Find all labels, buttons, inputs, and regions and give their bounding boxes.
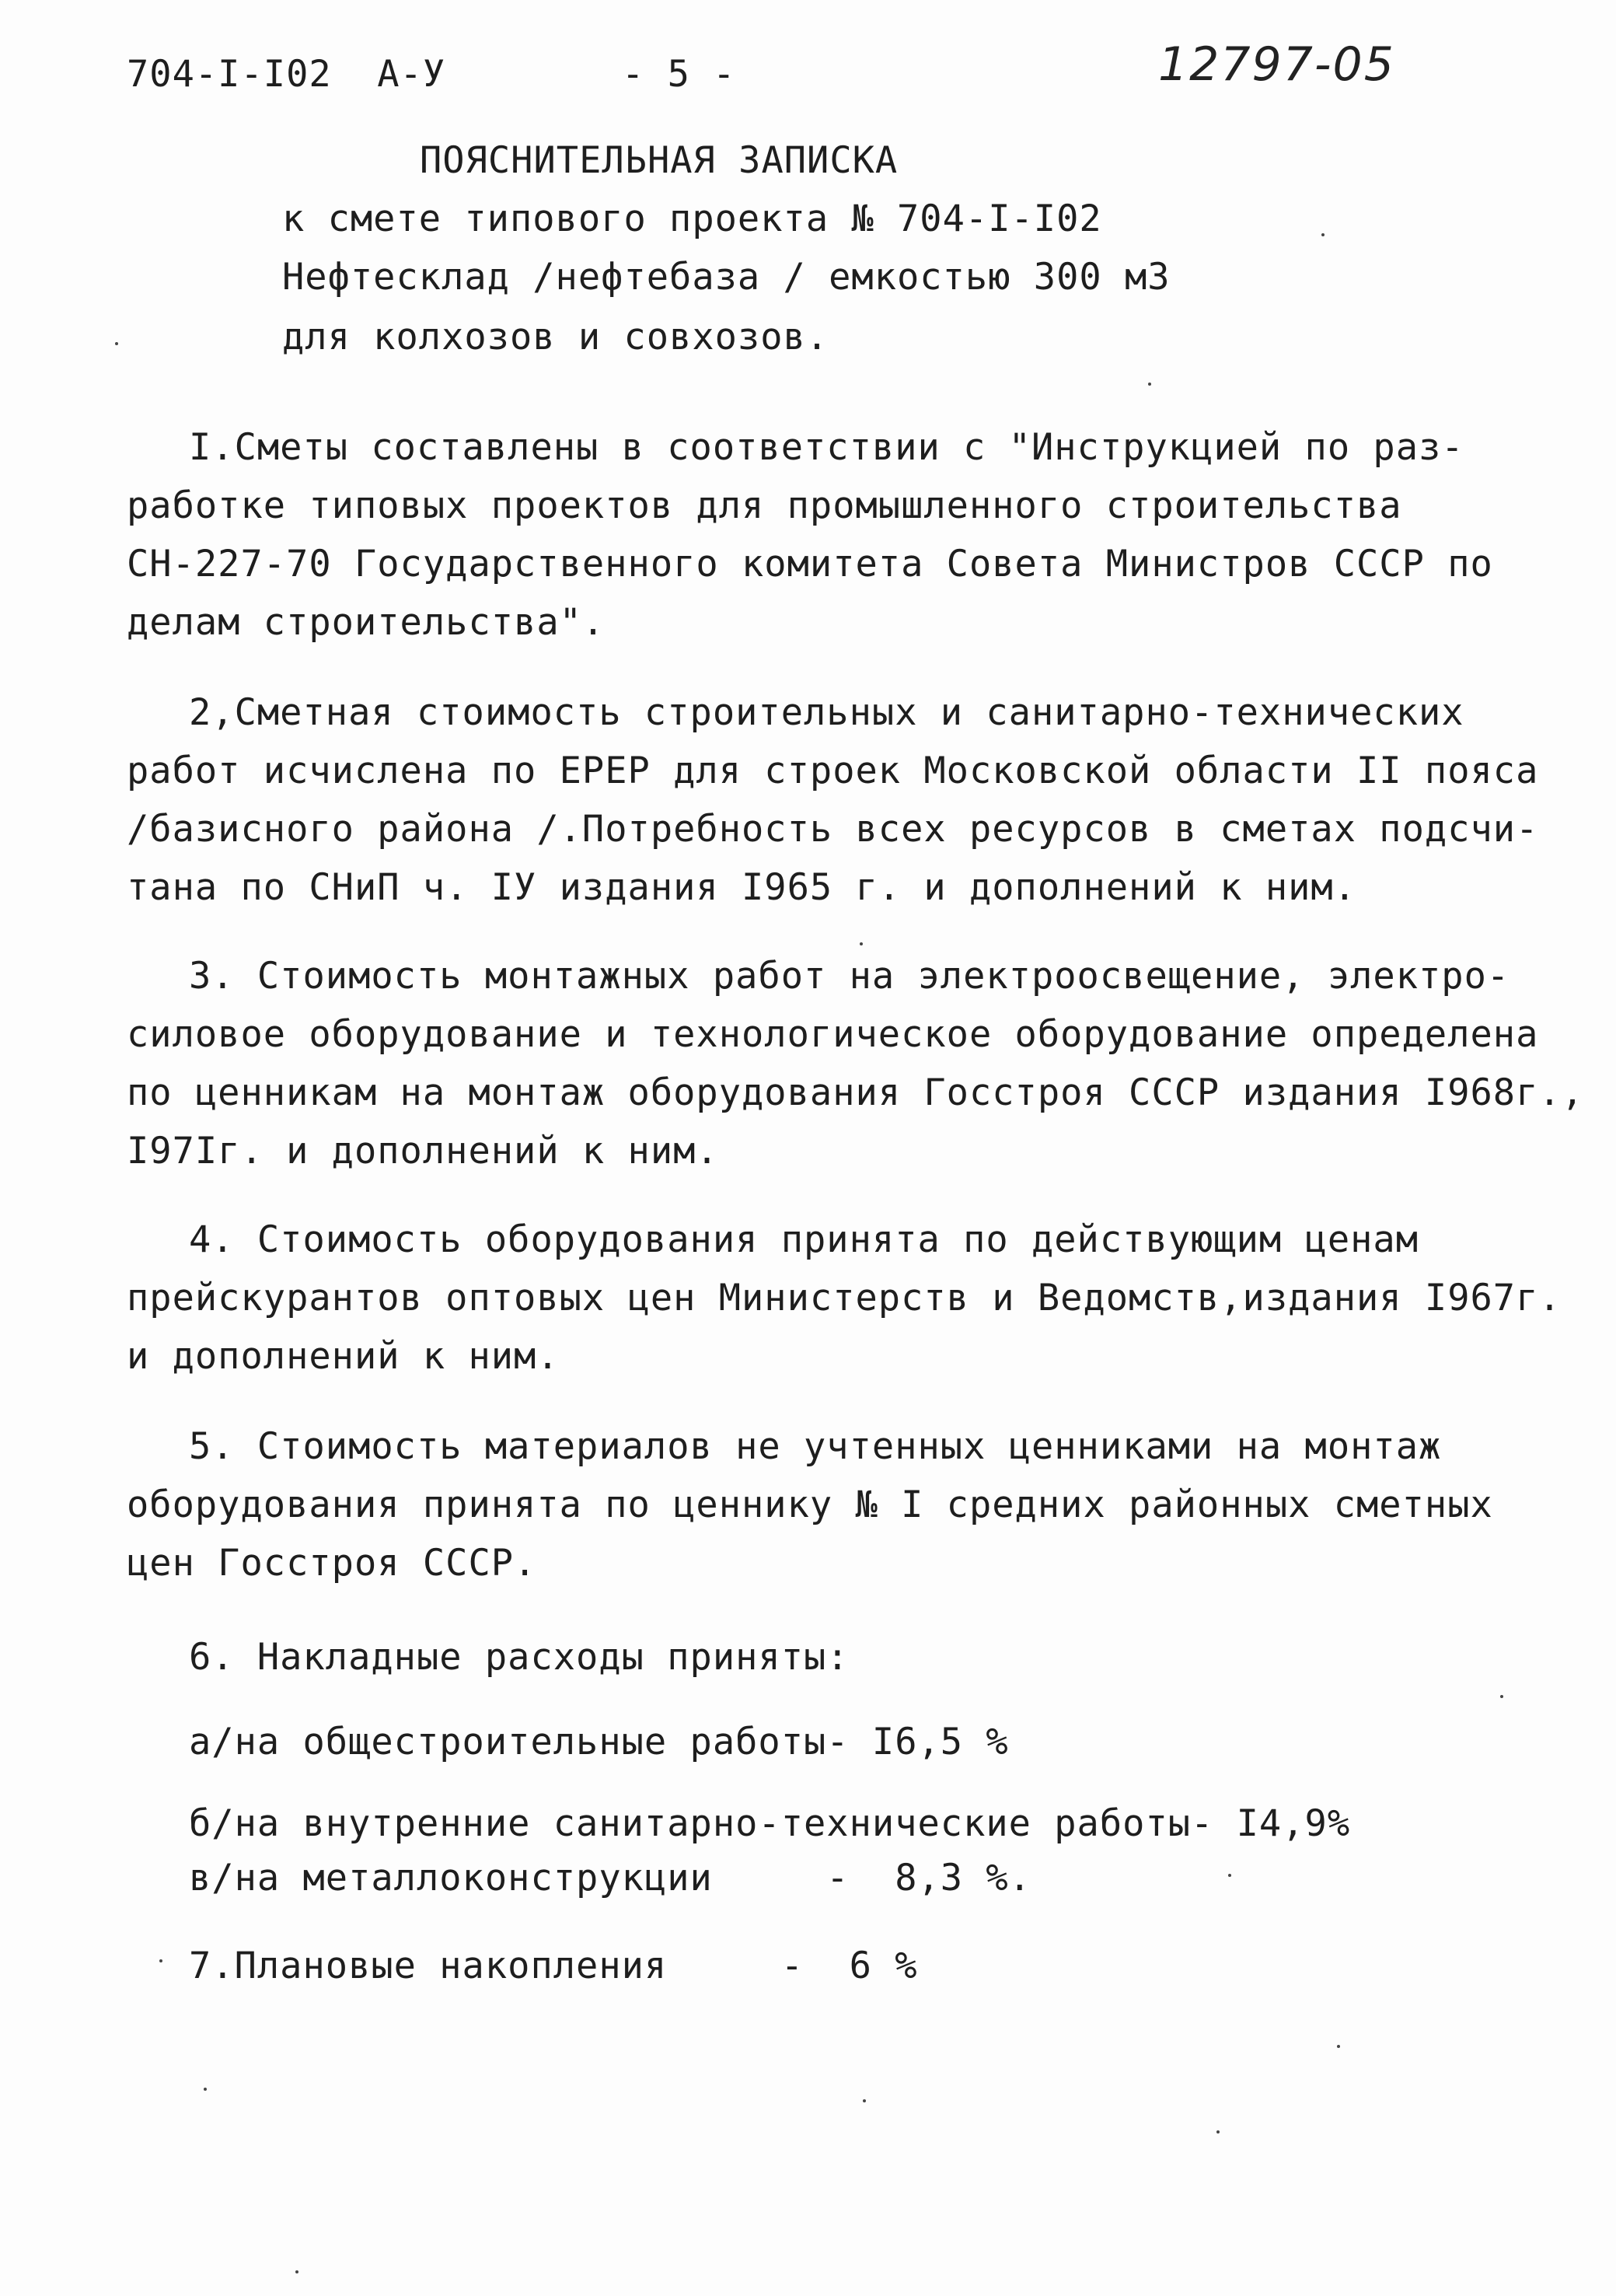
paragraph-2-line-1: 2,Сметная стоимость строительных и санитарно-технических [189, 691, 1464, 734]
document-code: 704-I-I02 А-У [127, 53, 446, 96]
overheads-heading: 6. Накладные расходы приняты: [189, 1636, 850, 1679]
overheads-item-a: а/на общестроительные работы- I6,5 % [189, 1721, 1009, 1763]
scan-speck [1500, 1695, 1503, 1698]
title-subline-object: Нефтесклад /нефтебаза / емкостью 300 м3 [282, 256, 1171, 299]
handwritten-inventory-number: 12797-05 [1158, 37, 1395, 92]
paragraph-1-line-2: работке типовых проектов для промышленного строительства [127, 484, 1402, 527]
scan-speck [1321, 233, 1325, 236]
overheads-item-b: б/на внутренние санитарно-технические работы- I4,9% [189, 1802, 1351, 1845]
scan-speck [1216, 2130, 1220, 2133]
document-title: ПОЯСНИТЕЛЬНАЯ ЗАПИСКА [420, 139, 899, 182]
title-subline-purpose: для колхозов и совхозов. [282, 316, 829, 358]
paragraph-4-line-3: и дополнений к ним. [127, 1335, 560, 1378]
paragraph-2-line-2: работ исчислена по ЕРЕР для строек Московской области II пояса [127, 750, 1539, 792]
scan-speck [115, 342, 118, 345]
paragraph-3-line-4: I97Iг. и дополнений к ним. [127, 1130, 719, 1172]
scan-speck [295, 2270, 298, 2273]
paragraph-3-line-3: по ценникам на монтаж оборудования Госстроя СССР издания I968г., [127, 1071, 1584, 1114]
paragraph-2-line-3: /базисного района /.Потребность всех ресурсов в сметах подсчи- [127, 808, 1539, 851]
scan-speck [1337, 2045, 1340, 2048]
paragraph-4-line-1: 4. Стоимость оборудования принята по действующим ценам [189, 1218, 1419, 1261]
paragraph-1-line-3: СН-227-70 Государственного комитета Совета Министров СССР по [127, 543, 1493, 585]
paragraph-1-line-1: I.Сметы составлены в соответствии с "Инструкцией по раз- [189, 426, 1464, 469]
scan-speck [860, 942, 863, 945]
scan-speck [1148, 383, 1151, 386]
paragraph-2-line-4: тана по СНиП ч. IУ издания I965 г. и дополнений к ним. [127, 866, 1357, 909]
title-subline-estimate: к смете типового проекта № 704-I-I02 [282, 197, 1102, 240]
scan-speck [204, 2088, 207, 2091]
paragraph-3-line-1: 3. Стоимость монтажных работ на электроосвещение, электро- [189, 955, 1510, 998]
paragraph-5-line-2: оборудования принята по ценнику № I средних районных сметных [127, 1483, 1493, 1526]
page-number: - 5 - [622, 53, 736, 96]
scan-speck [1228, 1874, 1231, 1877]
paragraph-5-line-1: 5. Стоимость материалов не учтенных ценниками на монтаж [189, 1425, 1442, 1468]
scan-speck [863, 2099, 866, 2102]
paragraph-3-line-2: силовое оборудование и технологическое оборудование определена [127, 1013, 1539, 1056]
paragraph-4-line-2: прейскурантов оптовых цен Министерств и Ведомств,издания I967г. [127, 1277, 1562, 1319]
overheads-item-c: в/на металлоконструкции - 8,3 %. [189, 1857, 1031, 1899]
paragraph-5-line-3: цен Госстроя СССР. [127, 1542, 537, 1585]
paragraph-1-line-4: делам строительства". [127, 601, 606, 644]
planned-savings: 7.Плановые накопления - 6 % [189, 1945, 918, 1987]
scan-speck [159, 1959, 162, 1962]
